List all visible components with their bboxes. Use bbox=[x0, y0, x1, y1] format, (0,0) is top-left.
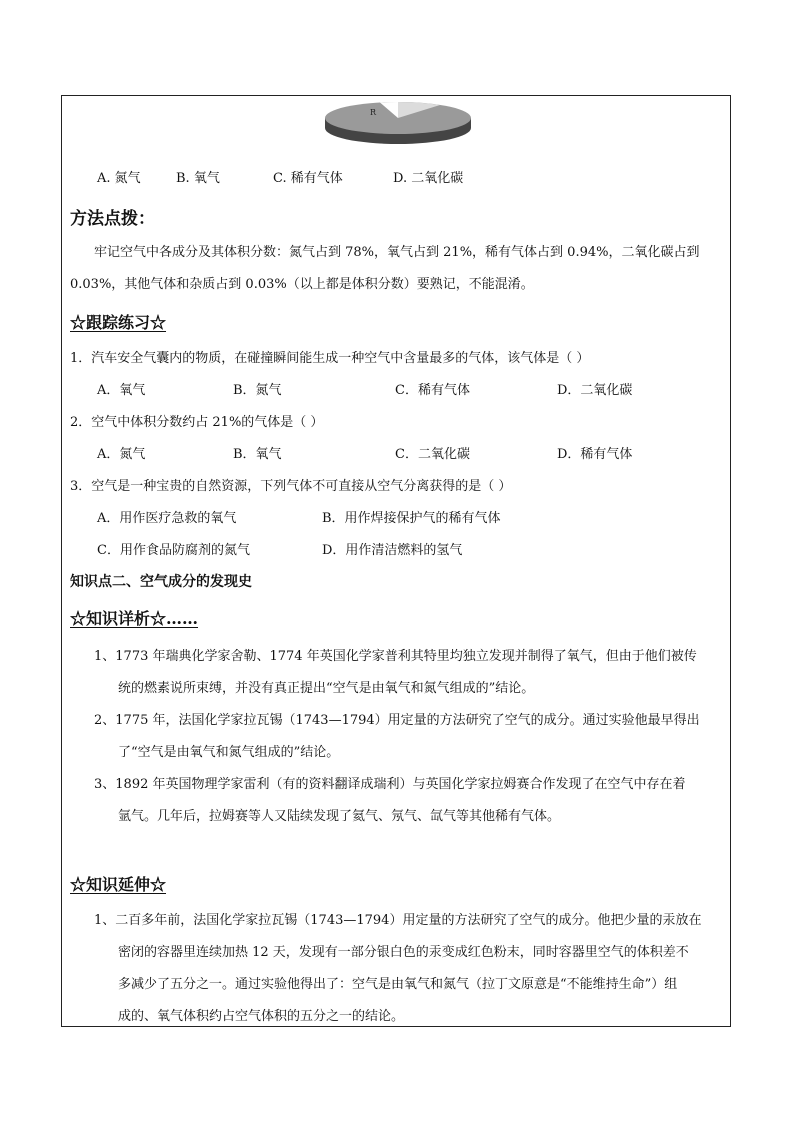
q1-option-b: B．氮气 bbox=[233, 383, 282, 398]
method-line-2: 0.03%，其他气体和杂质占到 0.03%（以上都是体积分数）要熟记，不能混淆。 bbox=[70, 277, 534, 292]
q2-option-d: D．稀有气体 bbox=[557, 447, 633, 462]
extension-line-2: 密闭的容器里连续加热 12 天，发现有一部分银白色的汞变成红色粉末，同时容器里空气的体积差不 bbox=[118, 945, 689, 960]
q3-option-d: D．用作清洁燃料的氢气 bbox=[322, 543, 463, 558]
option-b: B. 氧气 bbox=[176, 171, 220, 186]
history-item-2-line-1: 2、1775 年，法国化学家拉瓦锡（1743—1794）用定量的方法研究了空气的成分。通过实验他最早得出 bbox=[94, 713, 700, 728]
history-item-3-line-2: 氩气。几年后，拉姆赛等人又陆续发现了氦气、氖气、氙气等其他稀有气体。 bbox=[118, 809, 561, 824]
history-item-1-line-2: 统的燃素说所束缚，并没有真正提出“空气是由氧气和氮气组成的”结论。 bbox=[118, 681, 535, 696]
extension-heading: ☆知识延伸☆ bbox=[70, 875, 167, 894]
knowledge-point-title: 知识点二、空气成分的发现史 bbox=[70, 574, 252, 590]
q2-option-b: B．氧气 bbox=[233, 447, 282, 462]
q3-option-c: C．用作食品防腐剂的氮气 bbox=[97, 543, 250, 558]
pie-slice-label: R bbox=[370, 108, 377, 117]
q3-stem: 3．空气是一种宝贵的自然资源，下列气体不可直接从空气分离获得的是（ ） bbox=[70, 479, 512, 494]
q2-option-a: A．氮气 bbox=[97, 447, 146, 462]
extension-line-3: 多减少了五分之一。通过实验他得出了：空气是由氧气和氮气（拉丁文原意是“不能维持生命”）组 bbox=[118, 977, 678, 992]
option-d: D. 二氧化碳 bbox=[393, 171, 464, 186]
pie-chart-figure bbox=[322, 100, 474, 148]
q2-stem: 2．空气中体积分数约占 21%的气体是（ ） bbox=[70, 415, 324, 430]
extension-line-1: 1、二百多年前，法国化学家拉瓦锡（1743—1794）用定量的方法研究了空气的成分。他把少量的汞放在 bbox=[94, 913, 702, 928]
q1-option-c: C．稀有气体 bbox=[395, 383, 470, 398]
history-item-2-line-2: 了“空气是由氧气和氮气组成的”结论。 bbox=[118, 745, 340, 760]
method-heading: 方法点拨： bbox=[70, 209, 155, 229]
q1-option-a: A．氧气 bbox=[97, 383, 146, 398]
extension-line-4: 成的、氧气体积约占空气体积的五分之一的结论。 bbox=[118, 1009, 405, 1024]
option-a: A. 氮气 bbox=[97, 171, 141, 186]
analysis-heading: ☆知识详析☆…… bbox=[70, 609, 199, 628]
history-item-1-line-1: 1、1773 年瑞典化学家舍勒、1774 年英国化学家普利其特里均独立发现并制得了氧气，但由于他们被传 bbox=[94, 649, 697, 664]
q1-stem: 1．汽车安全气囊内的物质，在碰撞瞬间能生成一种空气中含量最多的气体，该气体是（ ） bbox=[70, 351, 590, 366]
practice-heading: ☆跟踪练习☆ bbox=[70, 313, 167, 332]
q1-option-d: D．二氧化碳 bbox=[557, 383, 633, 398]
q3-option-b: B．用作焊接保护气的稀有气体 bbox=[322, 511, 501, 526]
option-c: C. 稀有气体 bbox=[273, 171, 343, 186]
method-line-1: 牢记空气中各成分及其体积分数：氮气占到 78%，氧气占到 21%，稀有气体占到 0.94%，二氧化碳占到 bbox=[94, 245, 700, 260]
q2-option-c: C．二氧化碳 bbox=[395, 447, 470, 462]
q3-option-a: A．用作医疗急救的氧气 bbox=[97, 511, 237, 526]
history-item-3-line-1: 3、1892 年英国物理学家雷利（有的资料翻译成瑞利）与英国化学家拉姆赛合作发现了在空气中存在着 bbox=[94, 777, 686, 792]
